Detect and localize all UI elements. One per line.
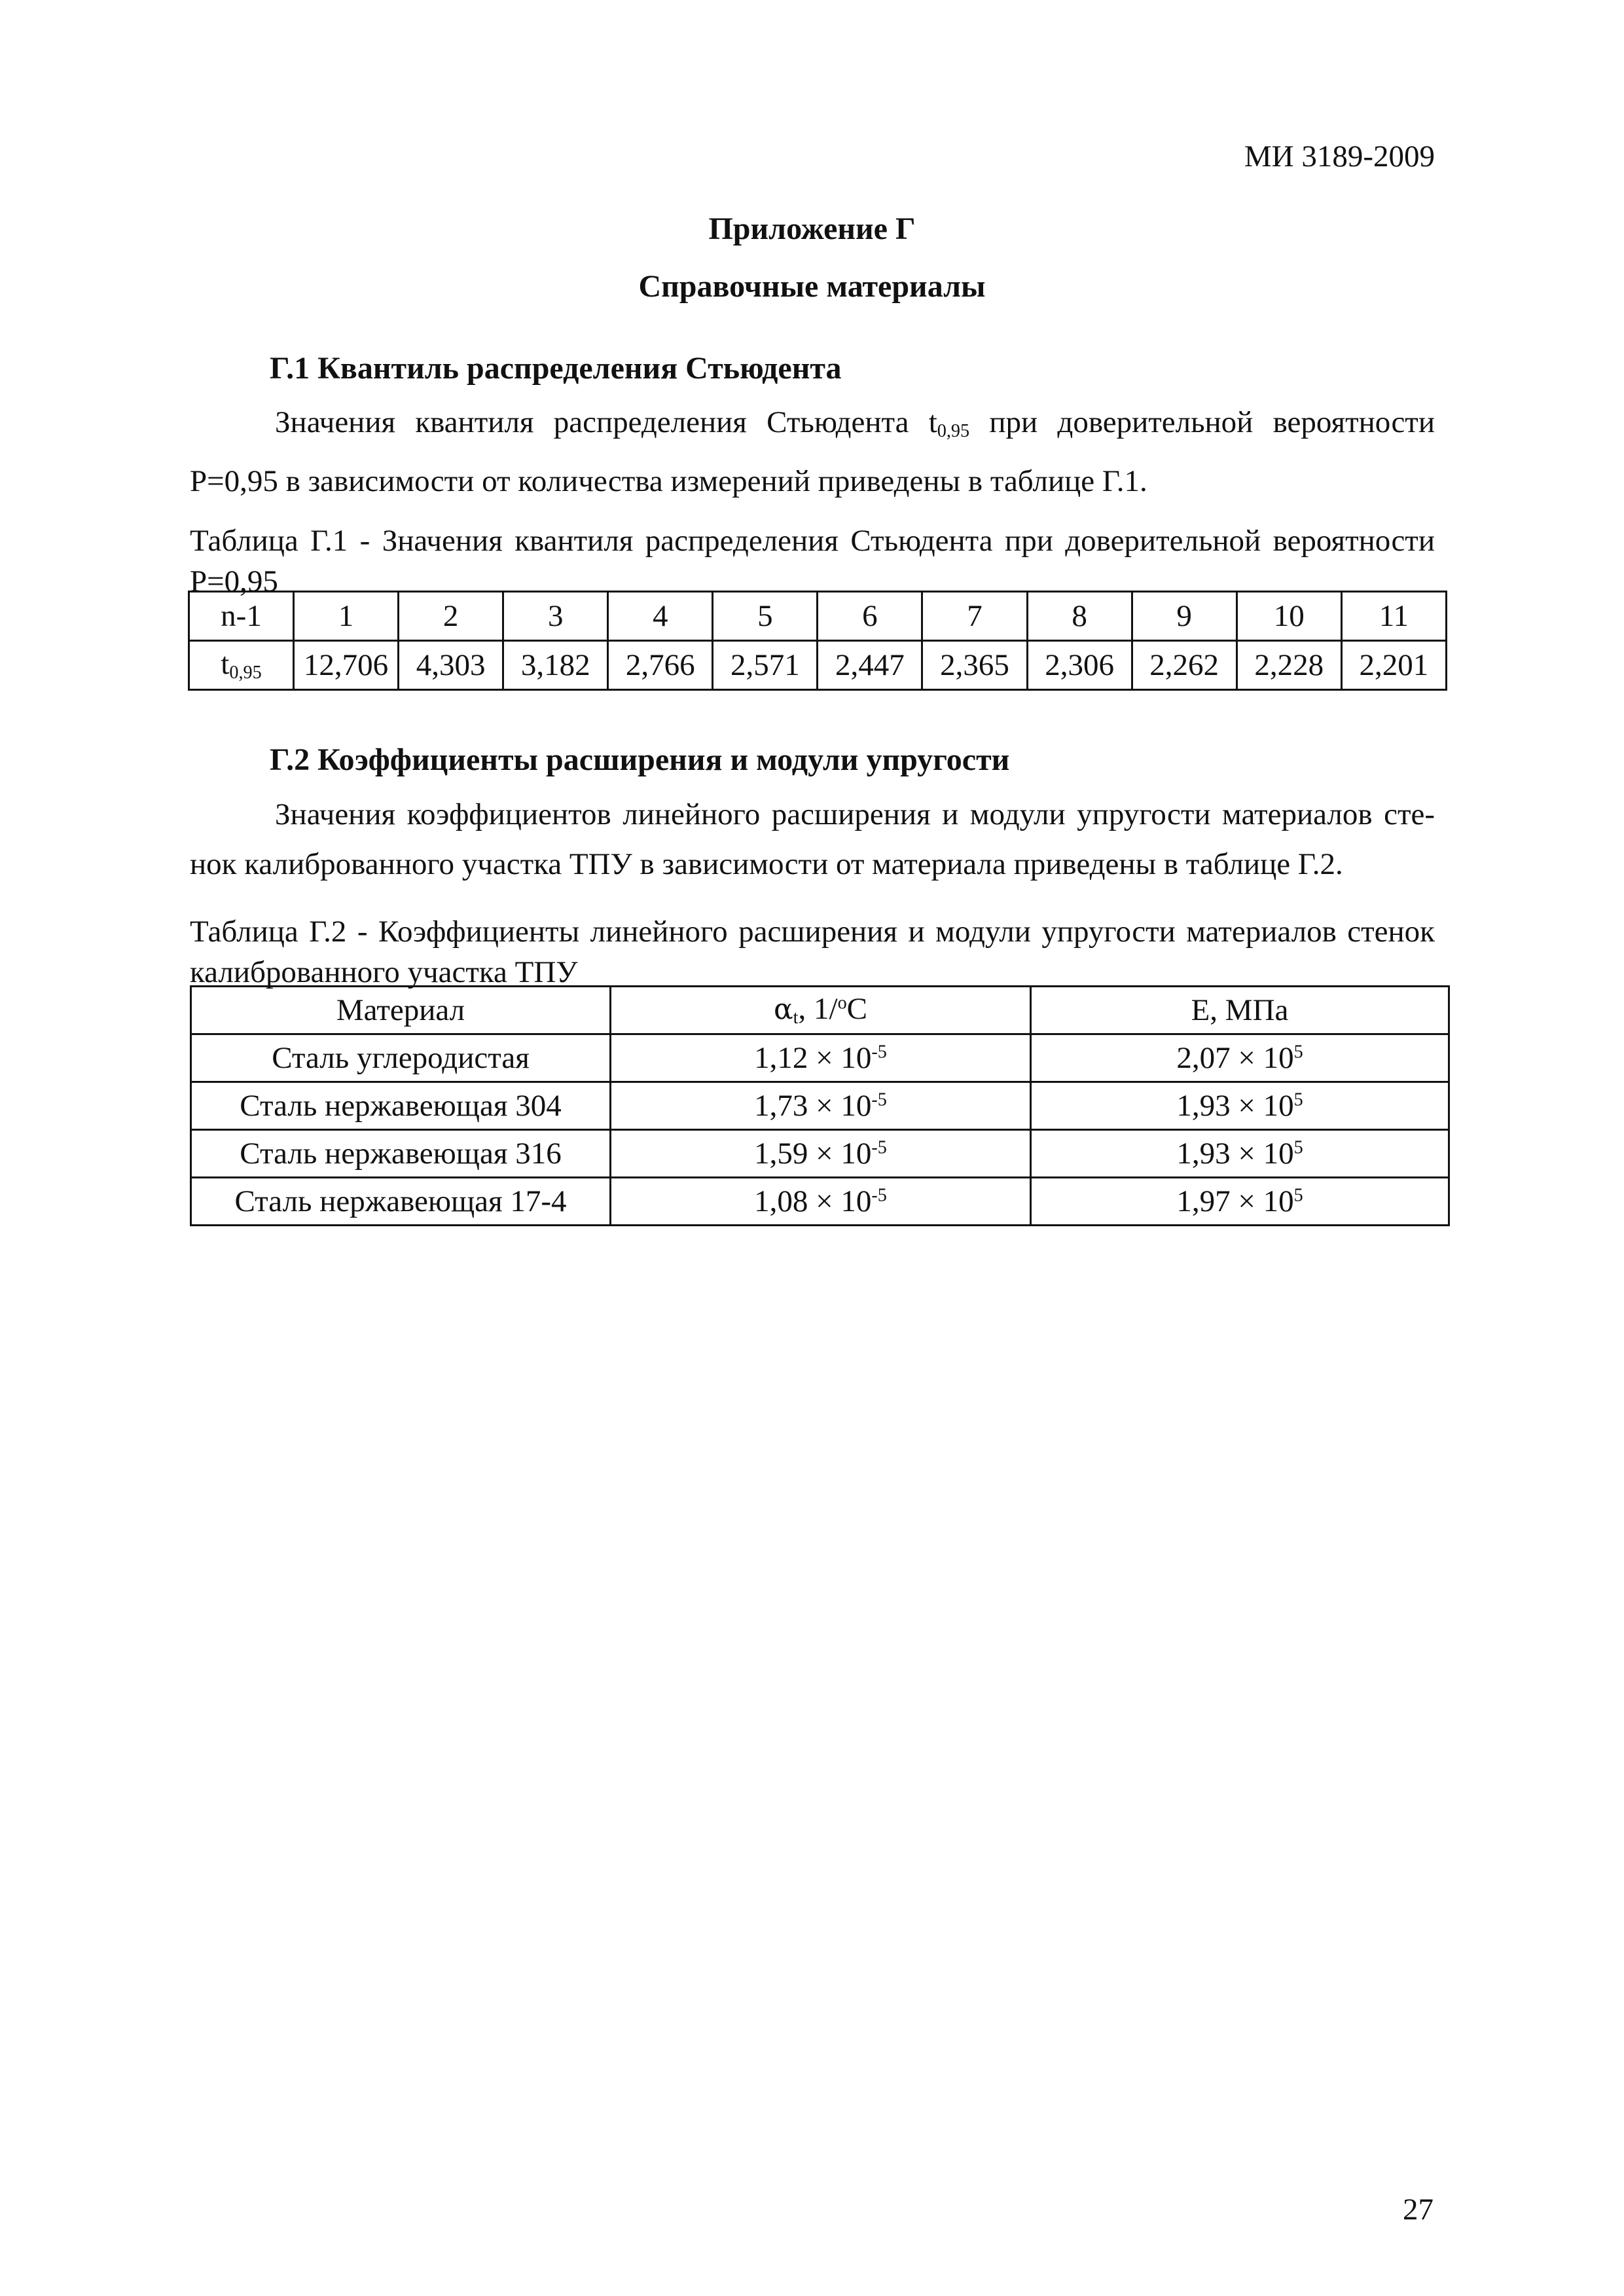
alpha-base: 1,08 × 10 <box>754 1184 872 1218</box>
t-value-cell: 2,447 <box>818 641 922 690</box>
n-value-cell: 9 <box>1132 592 1236 641</box>
header-material: Материал <box>191 987 611 1034</box>
t-value-cell: 2,201 <box>1341 641 1446 690</box>
t-value-cell: 2,228 <box>1236 641 1341 690</box>
t-value-cell: 2,766 <box>608 641 713 690</box>
section-2-paragraph <box>190 790 1435 889</box>
table-row <box>191 1178 1449 1226</box>
e-exponent: 5 <box>1293 1089 1303 1110</box>
appendix-subtitle: Справочные материалы <box>638 269 986 304</box>
alpha-unit: , 1/ <box>798 992 838 1027</box>
t-value-cell: 4,303 <box>399 641 503 690</box>
alpha-base: 1,73 × 10 <box>754 1089 872 1123</box>
alpha-cell <box>611 1130 1031 1178</box>
section-2-heading: Г.2 Коэффициенты расширения и модули упругости <box>270 742 1010 777</box>
t-value-cell: 2,365 <box>922 641 1027 690</box>
table-1-caption <box>190 520 1435 602</box>
para-subscript: 0,95 <box>937 421 970 442</box>
n-value-cell: 1 <box>294 592 399 641</box>
para-text-b: при доверительной вероятности <box>969 405 1435 439</box>
n-value-cell: 7 <box>922 592 1027 641</box>
e-base: 2,07 × 10 <box>1176 1041 1294 1075</box>
row-header-t <box>189 641 294 690</box>
table-row-t <box>189 641 1447 690</box>
alpha-base: 1,12 × 10 <box>754 1041 872 1075</box>
n-value-cell: 3 <box>503 592 608 641</box>
materials-table <box>190 985 1450 1226</box>
e-cell <box>1031 1130 1449 1178</box>
table-row-n <box>189 592 1447 641</box>
n-value-cell: 11 <box>1341 592 1446 641</box>
e-base: 1,97 × 10 <box>1176 1184 1294 1218</box>
material-cell: Сталь нержавеющая 17-4 <box>191 1178 611 1226</box>
table-1-caption-line-1: Таблица Г.1 - Значения квантиля распределения Стьюдента при доверительной вероятности <box>190 524 1435 558</box>
section-2-paragraph-line-2: нок калиброванного участка ТПУ в зависимости от материала приведены в таблице Г.2. <box>190 847 1343 881</box>
material-cell: Сталь углеродистая <box>191 1034 611 1082</box>
t-value-cell: 2,262 <box>1132 641 1236 690</box>
section-1-paragraph-line-1 <box>190 397 1435 456</box>
material-cell: Сталь нержавеющая 316 <box>191 1130 611 1178</box>
table-2-caption <box>190 911 1435 993</box>
e-exponent: 5 <box>1293 1042 1303 1063</box>
table-row <box>191 1034 1449 1082</box>
section-1-paragraph-line-2: P=0,95 в зависимости от количества измерений приведены в таблице Г.1. <box>190 464 1147 499</box>
header-alpha <box>611 987 1031 1034</box>
e-base: 1,93 × 10 <box>1176 1089 1294 1123</box>
t-symbol: t <box>221 647 230 682</box>
t-subscript: 0,95 <box>229 663 262 683</box>
e-cell <box>1031 1082 1449 1130</box>
alpha-exponent: -5 <box>871 1137 887 1158</box>
alpha-exponent: -5 <box>871 1089 887 1110</box>
materials-table-body <box>191 1034 1449 1226</box>
table-header-row <box>191 987 1449 1034</box>
t-value-cell: 2,306 <box>1027 641 1132 690</box>
alpha-exponent: -5 <box>871 1042 887 1063</box>
appendix-title: Приложение Г <box>708 211 916 246</box>
document-code: МИ 3189-2009 <box>1244 139 1435 173</box>
n-value-cell: 4 <box>608 592 713 641</box>
section-1-heading: Г.1 Квантиль распределения Стьюдента <box>270 351 842 386</box>
alpha-base: 1,59 × 10 <box>754 1137 872 1171</box>
e-exponent: 5 <box>1293 1185 1303 1206</box>
alpha-cell <box>611 1178 1031 1226</box>
alpha-cell <box>611 1082 1031 1130</box>
table-1-caption-line-2: P=0,95 <box>190 564 278 598</box>
section-1-paragraph <box>190 397 1435 506</box>
n-value-cell: 10 <box>1236 592 1341 641</box>
section-2-paragraph-line-1: Значения коэффициентов линейного расширения и модули упругости материалов сте- <box>275 797 1435 831</box>
n-value-cell: 8 <box>1027 592 1132 641</box>
celsius-letter: C <box>846 992 868 1027</box>
degree-mark: o <box>837 993 847 1013</box>
n-value-cell: 6 <box>818 592 922 641</box>
table-2-caption-line-1: Таблица Г.2 - Коэффициенты линейного расширения и модули упругости материалов стенок <box>190 915 1435 949</box>
e-exponent: 5 <box>1293 1137 1303 1158</box>
page-number: 27 <box>1403 2193 1434 2227</box>
table-row <box>191 1082 1449 1130</box>
t-value-cell: 12,706 <box>294 641 399 690</box>
student-quantile-table <box>188 591 1447 691</box>
t-value-cell: 3,182 <box>503 641 608 690</box>
alpha-symbol: α <box>773 993 793 1027</box>
n-value-cell: 5 <box>713 592 818 641</box>
alpha-cell <box>611 1034 1031 1082</box>
e-base: 1,93 × 10 <box>1176 1137 1294 1171</box>
e-cell <box>1031 1034 1449 1082</box>
n-value-cell: 2 <box>399 592 503 641</box>
para-text-a: Значения квантиля распределения Стьюдента t <box>275 405 937 439</box>
alpha-subscript: t <box>793 1008 799 1029</box>
alpha-exponent: -5 <box>871 1185 887 1206</box>
table-2-caption-line-2: калиброванного участка ТПУ <box>190 955 578 989</box>
material-cell: Сталь нержавеющая 304 <box>191 1082 611 1130</box>
row-header-n: n-1 <box>189 592 294 641</box>
header-e: E, МПа <box>1031 987 1449 1034</box>
t-value-cell: 2,571 <box>713 641 818 690</box>
table-row <box>191 1130 1449 1178</box>
e-cell <box>1031 1178 1449 1226</box>
